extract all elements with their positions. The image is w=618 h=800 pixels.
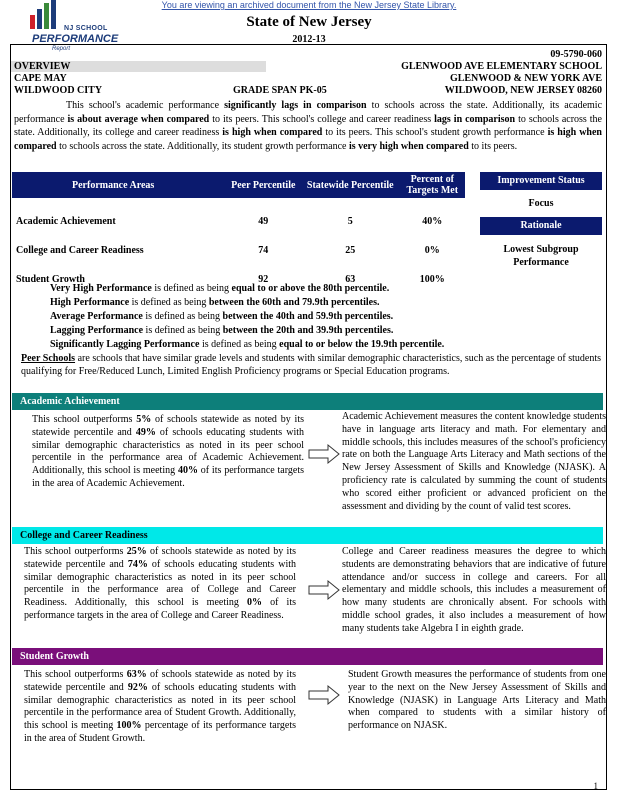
section-student-growth <box>12 666 606 766</box>
section-label: OVERVIEW <box>14 61 71 72</box>
right-arrow-icon <box>308 684 340 706</box>
section-right-text: Student Growth measures the performance of students from one year to the next on the New Jersey Assessment of Skills and Knowledge (NJASK) in Language Arts Literacy and Math when compared to students with a similar history of performance on NJASK. <box>348 669 606 732</box>
right-arrow-icon <box>308 579 340 601</box>
archive-notice-link[interactable]: You are viewing an archived document from the New Jersey State Library. <box>161 0 457 10</box>
row-state: 63 <box>345 274 356 285</box>
improvement-panel <box>480 172 602 269</box>
section-right-text: Academic Achievement measures the content knowledge students have in language arts literacy and math. For elementary and middle schools, this includes measures of the school's proficiency rate on both the Language Arts Literacy and Math sections of the New Jersey Assessment of Skills and Knowledge (NJASK). A proficiency rate is calculated by summing the count of students who scored either proficient or advanced proficient on the assessment and dividing by the count of valid test scores. <box>342 411 606 512</box>
performance-definitions <box>50 282 444 352</box>
peer-schools-paragraph: Peer Schools are schools that have similar grade levels and students with similar demographic characteristics, such as the percentage of students qualifying for Free/Reduced Lunch, Limited English Proficiency programs or Special Education programs. <box>21 353 601 378</box>
school-name: GLENWOOD AVE ELEMENTARY SCHOOL <box>401 61 602 72</box>
county-name: CAPE MAY <box>14 73 67 84</box>
school-address-line1: GLENWOOD & NEW YORK AVE <box>449 73 602 84</box>
header-peer-percentile: Peer Percentile <box>226 172 301 198</box>
header-statewide-percentile: Statewide Percentile <box>301 172 400 198</box>
performance-table <box>12 172 465 285</box>
definition-item: High Performance is defined as being between the 60th and 79.9th percentiles. <box>50 297 380 308</box>
rationale-value: Lowest Subgroup Performance <box>503 244 579 268</box>
section-band-college-career-readiness: College and Career Readiness <box>12 527 603 544</box>
right-arrow-icon <box>308 443 340 465</box>
row-area: Academic Achievement <box>16 216 116 227</box>
definition-item: Very High Performance is defined as being equal to or above the 80th percentile. <box>50 283 390 294</box>
section-band-academic-achievement: Academic Achievement <box>12 393 603 410</box>
school-code: 09-5790-060 <box>550 49 602 60</box>
section-left-text: This school outperforms 63% of schools statewide as noted by its statewide percentile and 92% of schools educating students with similar demographic characteristics as noted in its peer school percentile in the performance area of Student Growth. Additionally, this school is meeting 100% percentage of its performance targets in the area of Student Growth. <box>24 669 297 744</box>
logo-line1: NJ SCHOOL <box>64 25 108 32</box>
row-state: 25 <box>345 245 356 256</box>
table-row <box>12 198 465 227</box>
header-performance-areas: Performance Areas <box>12 172 226 198</box>
intro-paragraph: This school's academic performance significantly lags in comparison to schools across the state. Additionally, its academic performance is about average when compared to its peers. This school's college and career readiness lags in comparison to schools across the state. Additionally, its college and career readiness is high when compared to its peers. This school's student growth performance is high when compared to schools across the state. Additionally, its student growth performance is very high when compared to its peers. <box>14 100 603 152</box>
section-college-career-readiness <box>12 545 606 645</box>
header-targets-met: Percent of Targets Met <box>400 172 465 198</box>
grade-span: GRADE SPAN PK-05 <box>233 85 327 96</box>
definition-item: Lagging Performance is defined as being between the 20th and 39.9th percentiles. <box>50 325 394 336</box>
peer-schools-term: Peer Schools <box>21 353 76 364</box>
improvement-status-value: Focus <box>528 198 554 209</box>
section-academic-achievement <box>12 411 606 512</box>
improvement-status-label: Improvement Status <box>480 172 602 190</box>
logo-line3: Report <box>52 46 71 52</box>
section-band-student-growth: Student Growth <box>12 648 603 665</box>
section-left-text: This school outperforms 5% of schools statewide as noted by its statewide percentile and 49% of schools educating students with similar demographic characteristics as noted in its peer school percentile in the performance area of Academic Achievement. Additionally, this school is meeting 40% of its performance targets in the area of Academic Achievement. <box>32 414 305 489</box>
row-peer: 74 <box>258 245 269 256</box>
logo-line2: PERFORMANCE <box>32 33 119 45</box>
row-state: 5 <box>347 216 353 227</box>
row-area: College and Career Readiness <box>16 245 144 256</box>
row-targets: 40% <box>422 216 443 227</box>
report-year: 2012-13 <box>292 34 326 45</box>
page-title: State of New Jersey <box>246 14 372 30</box>
row-area: Student Growth <box>16 274 85 285</box>
school-address-line2: WILDWOOD, NEW JERSEY 08260 <box>444 85 602 96</box>
rationale-label: Rationale <box>480 217 602 235</box>
section-right-text: College and Career readiness measures the degree to which students are demonstrating behaviors that are indicative of future attendance and/or success in college and careers. For all elementary and middle schools, this includes a measurement of how many students are chronically absent. For schools with middle school grades, it also includes a measurement of how many students take Algebra I in eighth grade. <box>342 546 606 634</box>
district-name: WILDWOOD CITY <box>14 85 103 96</box>
row-peer: 92 <box>258 274 269 285</box>
row-targets: 0% <box>424 245 440 256</box>
definition-item: Average Performance is defined as being between the 40th and 59.9th percentiles. <box>50 311 394 322</box>
table-row <box>12 256 465 285</box>
table-row <box>12 227 465 256</box>
row-targets: 100% <box>419 274 445 285</box>
row-peer: 49 <box>258 216 269 227</box>
section-left-text: This school outperforms 25% of schools statewide as noted by its statewide percentile and 74% of schools educating students with similar demographic characteristics as noted in its peer school percentile in the performance area of College and Career Readiness. Additionally, this school is meeting 0% of its performance targets in the area of College and Career Readiness. <box>24 546 297 621</box>
page-number: 1 <box>593 781 598 791</box>
definition-item: Significantly Lagging Performance is defined as being equal to or below the 19.9th percentile. <box>50 339 445 350</box>
